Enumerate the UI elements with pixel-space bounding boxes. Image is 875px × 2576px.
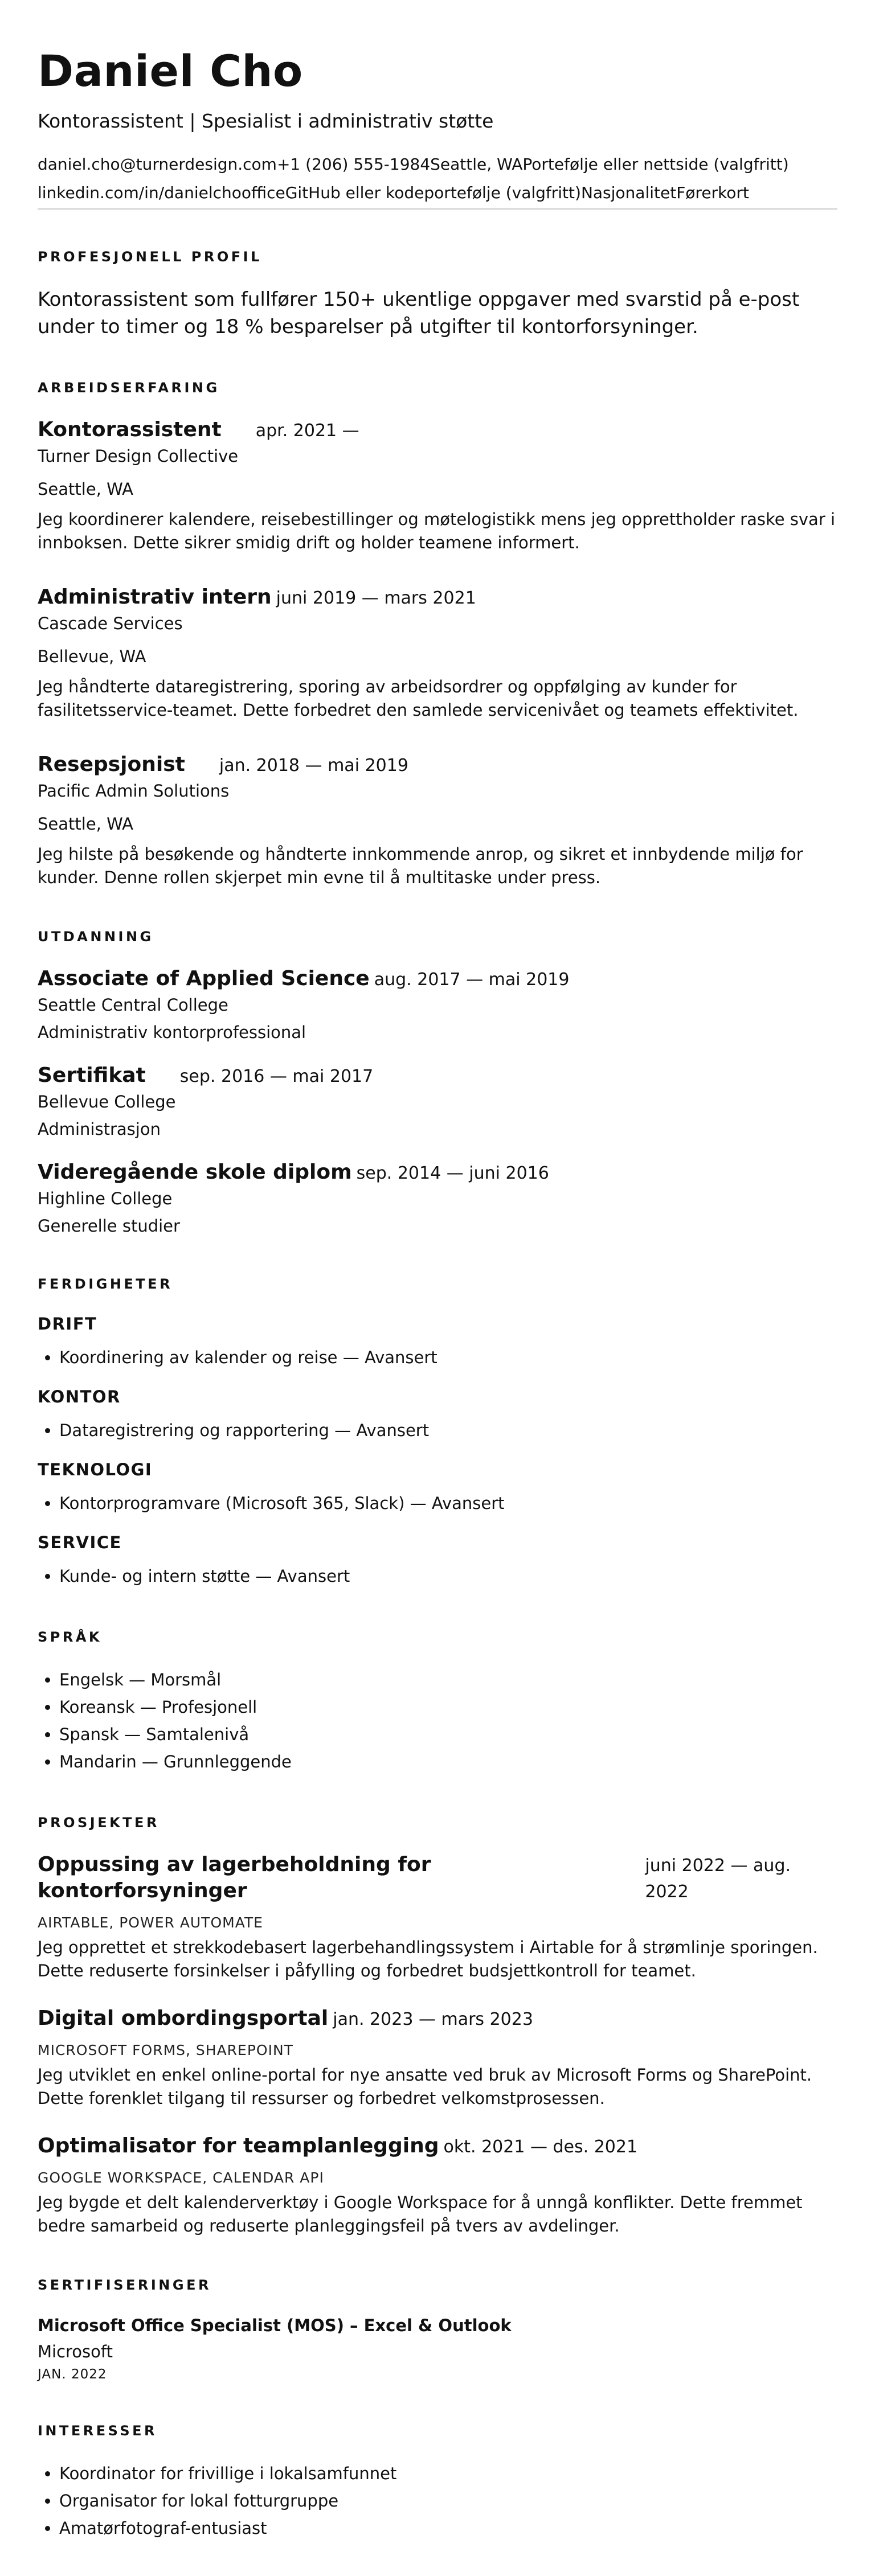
project-entry <box>38 1852 837 1983</box>
skill-list <box>38 1562 837 1590</box>
project-tech: MICROSOFT FORMS, SHAREPOINT <box>38 2042 293 2058</box>
school-name: Seattle Central College <box>38 995 228 1015</box>
certifications-section <box>38 2276 837 2384</box>
education-section <box>38 928 837 1237</box>
language-item: • Engelsk — Morsmål <box>59 1666 837 1693</box>
project-entry <box>38 2005 837 2110</box>
profile-section <box>38 248 837 341</box>
profile-summary: Kontorassistent som fullfører 150+ ukentlige oppgaver med svarstid på e-post under to timer og 18 % besparelser på utgifter til kontorforsyninger. <box>38 288 800 338</box>
section-title-profile: PROFESJONELL PROFIL <box>38 249 262 265</box>
school-name: Bellevue College <box>38 1092 176 1111</box>
study-field: Administrasjon <box>38 1119 161 1139</box>
project-dates: juni 2022 — aug. 2022 <box>645 1856 791 1902</box>
study-field: Generelle studier <box>38 1216 180 1236</box>
contact-row-2 <box>38 179 837 207</box>
job-location: Seattle, WA <box>38 479 134 499</box>
contact-row-1 <box>38 150 837 179</box>
projects-section <box>38 1814 837 2238</box>
skill-item: • Koordinering av kalender og reise — Avansert <box>59 1344 837 1371</box>
interest-item: • Koordinator for frivillige i lokalsamfunnet <box>59 2460 837 2487</box>
language-item: • Mandarin — Grunnleggende <box>59 1748 837 1775</box>
project-entry <box>38 2133 837 2238</box>
contact-email[interactable]: daniel.cho@turnerdesign.com <box>38 155 277 174</box>
skill-list <box>38 1344 837 1371</box>
degree-title: Associate of Applied Science <box>38 967 370 990</box>
project-description: Jeg opprettet et strekkodebasert lagerbehandlingssystem i Airtable for å strømlinje sporingen. Dette reduserte forsinkelser i påfylling og forbedret budsjettkontroll for teamet. <box>38 1938 818 1980</box>
interest-list <box>38 2460 837 2542</box>
job-description: Jeg hilste på besøkende og håndterte innkommende anrop, og sikret et innbydende miljø for kunder. Denne rollen skjerpet min evne til å multitaske under press. <box>38 844 803 887</box>
project-dates: jan. 2023 — mars 2023 <box>333 2009 533 2029</box>
experience-entry <box>38 752 837 889</box>
job-title: Kontorassistent <box>38 418 222 441</box>
certification-issuer: Microsoft <box>38 2342 113 2361</box>
section-title-interests: INTERESSER <box>38 2423 158 2439</box>
school-name: Highline College <box>38 1189 173 1208</box>
job-location: Seattle, WA <box>38 814 134 834</box>
project-description: Jeg bygde et delt kalenderverktøy i Google Workspace for å unngå konflikter. Dette fremmet bedre samarbeid og reduserte planleggingsfeil på tvers av avdelinger. <box>38 2193 803 2235</box>
interest-item: • Amatørfotograf-entusiast <box>59 2515 837 2542</box>
job-description: Jeg koordinerer kalendere, reisebestillinger og møtelogistikk mens jeg opprettholder raske svar i innboksen. Dette sikrer smidig drift og holder teamene informert. <box>38 510 836 552</box>
skills-section <box>38 1275 837 1590</box>
project-name: Digital ombordingsportal <box>38 2007 329 2030</box>
job-dates: juni 2019 — mars 2021 <box>276 588 476 608</box>
interests-section <box>38 2422 837 2542</box>
skill-list <box>38 1417 837 1444</box>
skill-item: • Kunde- og intern støtte — Avansert <box>59 1562 837 1590</box>
certification-name: Microsoft Office Specialist (MOS) – Excel & Outlook <box>38 2316 512 2335</box>
certification-date: JAN. 2022 <box>38 2367 107 2382</box>
job-description: Jeg håndterte dataregistrering, sporing av arbeidsordrer og oppfølging av kunder for fasilitetsservice-teamet. Dette forbedret den samlede servicenivået og teamets effektivitet. <box>38 677 799 720</box>
skill-list <box>38 1490 837 1517</box>
languages-section <box>38 1629 837 1775</box>
contact-location: Seattle, WA <box>430 155 523 174</box>
job-employer: Pacific Admin Solutions <box>38 781 230 801</box>
job-employer: Turner Design Collective <box>38 446 239 466</box>
education-dates: sep. 2014 — juni 2016 <box>356 1163 549 1183</box>
language-list <box>38 1666 837 1775</box>
project-name: Optimalisator for teamplanlegging <box>38 2134 439 2157</box>
experience-entry <box>38 417 837 555</box>
education-dates: sep. 2016 — mai 2017 <box>179 1067 374 1086</box>
skill-category: TEKNOLOGI <box>38 1460 153 1479</box>
project-tech: AIRTABLE, POWER AUTOMATE <box>38 1914 263 1931</box>
degree-title: Sertifikat <box>38 1064 146 1087</box>
degree-title: Videregående skole diplom <box>38 1160 352 1184</box>
experience-section <box>38 379 837 889</box>
project-name: Oppussing av lagerbeholdning for kontorforsyninger <box>38 1853 431 1902</box>
job-title: Resepsjonist <box>38 753 185 776</box>
language-item: • Koreansk — Profesjonell <box>59 1693 837 1721</box>
job-dates: apr. 2021 — <box>255 421 359 441</box>
interest-item: • Organisator for lokal fotturgruppe <box>59 2487 837 2515</box>
project-description: Jeg utviklet en enkel online-portal for nye ansatte ved bruk av Microsoft Forms og SharePoint. Dette forenklet tilgang til ressurser og forbedret velkomstprosessen. <box>38 2065 812 2108</box>
section-title-certifications: SERTIFISERINGER <box>38 2277 211 2293</box>
education-dates: aug. 2017 — mai 2019 <box>374 970 570 990</box>
project-tech: GOOGLE WORKSPACE, CALENDAR API <box>38 2169 324 2186</box>
skill-category: DRIFT <box>38 1314 97 1334</box>
education-entry <box>38 1159 837 1237</box>
skill-item: • Dataregistrering og rapportering — Avansert <box>59 1417 837 1444</box>
contact-info <box>38 150 837 210</box>
job-employer: Cascade Services <box>38 614 183 633</box>
project-dates: okt. 2021 — des. 2021 <box>443 2137 638 2157</box>
certification-entry <box>38 2314 837 2384</box>
contact-linkedin[interactable]: linkedin.com/in/danielchooffice <box>38 183 285 202</box>
candidate-name: Daniel Cho <box>38 46 303 96</box>
contact-nationality: Nasjonalitet <box>580 183 677 202</box>
skill-item: • Kontorprogramvare (Microsoft 365, Slack) — Avansert <box>59 1490 837 1517</box>
contact-drivers-license: Førerkort <box>676 183 749 202</box>
resume-header <box>38 46 837 210</box>
language-item: • Spansk — Samtalenivå <box>59 1721 837 1748</box>
job-location: Bellevue, WA <box>38 647 146 666</box>
candidate-headline: Kontorassistent | Spesialist i administrativ støtte <box>38 110 494 132</box>
section-title-experience: ARBEIDSERFARING <box>38 380 220 396</box>
section-title-projects: PROSJEKTER <box>38 1815 160 1831</box>
study-field: Administrativ kontorprofessional <box>38 1023 306 1042</box>
section-title-languages: SPRÅK <box>38 1629 103 1645</box>
skill-category: SERVICE <box>38 1533 122 1552</box>
contact-portfolio[interactable]: Portefølje eller nettside (valgfritt) <box>522 155 789 174</box>
contact-phone[interactable]: +1 (206) 555-1984 <box>276 155 431 174</box>
experience-entry <box>38 584 837 722</box>
section-title-education: UTDANNING <box>38 929 154 945</box>
job-title: Administrativ intern <box>38 585 272 609</box>
section-title-skills: FERDIGHETER <box>38 1276 173 1292</box>
job-dates: jan. 2018 — mai 2019 <box>219 756 408 776</box>
skill-category: KONTOR <box>38 1387 121 1406</box>
education-entry <box>38 1063 837 1140</box>
education-entry <box>38 966 837 1043</box>
contact-github[interactable]: GitHub eller kodeportefølje (valgfritt) <box>285 183 581 202</box>
